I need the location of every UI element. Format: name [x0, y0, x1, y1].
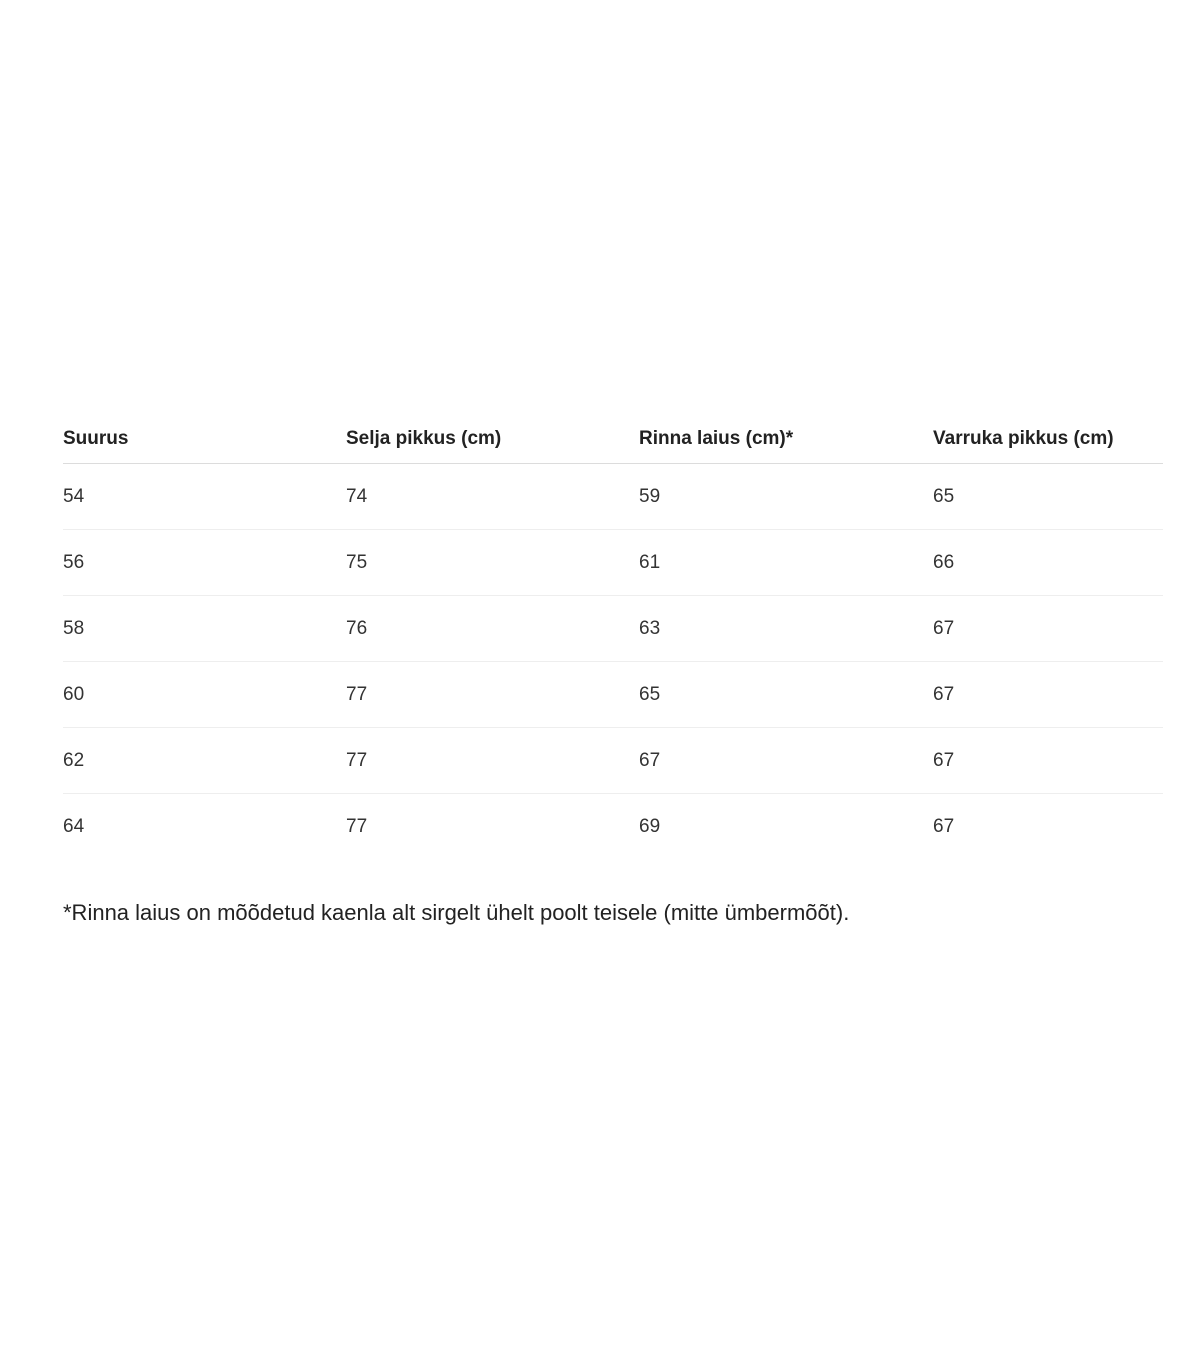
size-table-body — [63, 464, 1163, 860]
cell-size: 64 — [63, 815, 85, 837]
cell-sleeve-length: 67 — [933, 728, 1163, 794]
cell-back-length: 75 — [346, 530, 639, 596]
cell-sleeve-length: 67 — [933, 596, 1163, 662]
cell-sleeve-length: 65 — [933, 464, 1163, 530]
cell-size: 60 — [63, 662, 346, 728]
cell-back-length: 77 — [346, 728, 639, 794]
cell-sleeve-length: 66 — [933, 530, 1163, 596]
cell-back-length: 76 — [346, 596, 639, 662]
header-sleeve-length: Varruka pikkus (cm) — [933, 414, 1163, 464]
header-row — [63, 414, 1163, 464]
cell-size: 62 — [63, 728, 346, 794]
cell-chest-width: 65 — [639, 662, 933, 728]
size-chart — [63, 414, 1163, 859]
table-row — [63, 464, 1163, 530]
cell-back-length: 74 — [346, 464, 639, 530]
cell-chest-width: 67 — [639, 728, 933, 794]
size-table — [63, 414, 1163, 859]
table-row — [63, 728, 1163, 794]
table-row — [63, 596, 1163, 662]
cell-size: 54 — [63, 464, 346, 530]
cell-back-length: 77 — [346, 662, 639, 728]
cell-chest-width: 63 — [639, 596, 933, 662]
header-chest-width: Rinna laius (cm)* — [639, 414, 933, 464]
header-size: Suurus — [63, 414, 346, 464]
table-row — [63, 530, 1163, 596]
cell-back-length: 77 — [346, 815, 368, 837]
cell-size: 58 — [63, 596, 346, 662]
cell-sleeve-length: 67 — [933, 815, 955, 837]
cell-sleeve-length: 67 — [933, 662, 1163, 728]
header-back-length: Selja pikkus (cm) — [346, 414, 639, 464]
cell-chest-width: 69 — [639, 815, 661, 837]
table-row — [63, 794, 1163, 860]
cell-chest-width: 59 — [639, 464, 933, 530]
cell-chest-width: 61 — [639, 530, 933, 596]
size-table-header — [63, 414, 1163, 464]
chest-width-footnote: *Rinna laius on mõõdetud kaenla alt sirgelt ühelt poolt teisele (mitte ümbermõõt). — [63, 900, 850, 925]
table-row — [63, 662, 1163, 728]
cell-size: 56 — [63, 530, 346, 596]
